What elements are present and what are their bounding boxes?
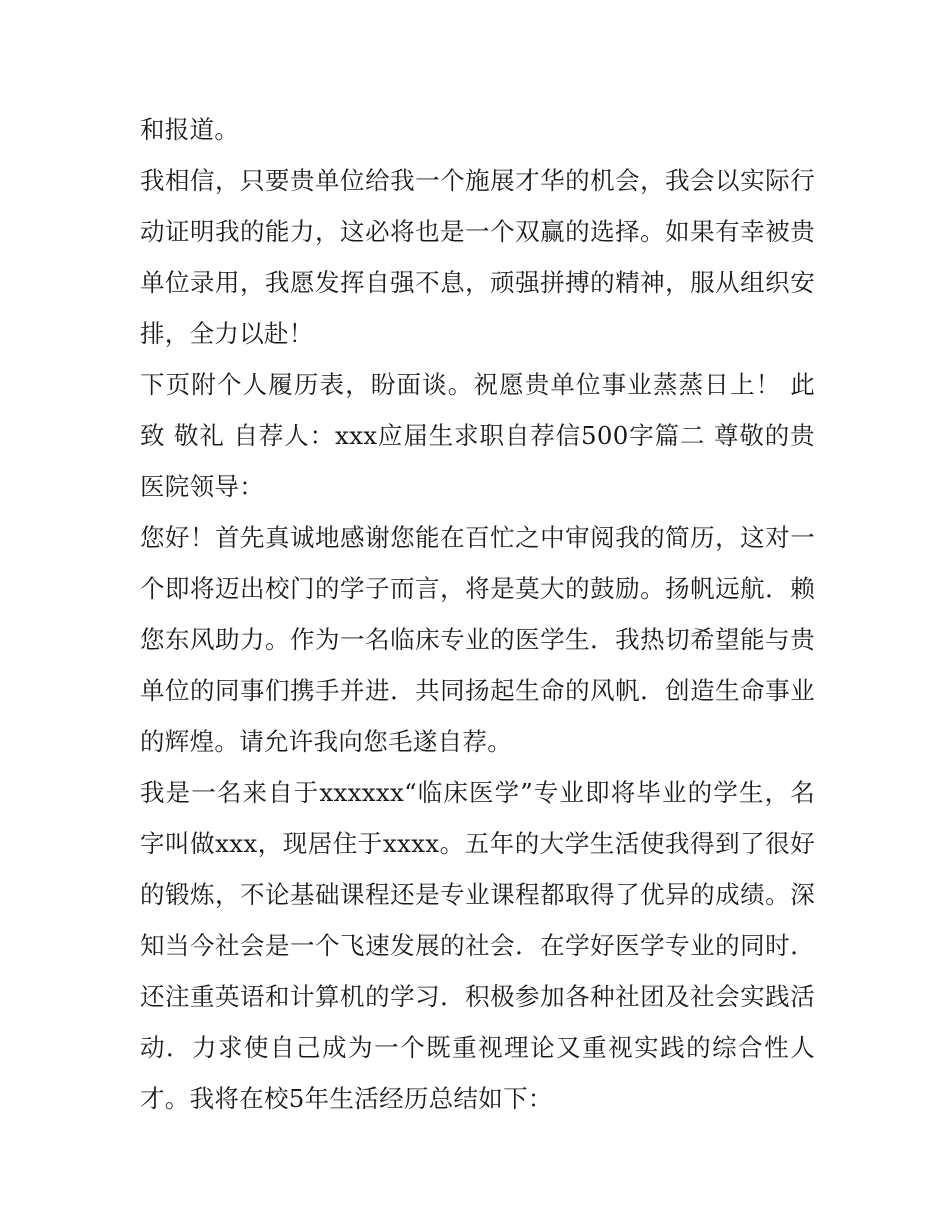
paragraph-signoff-and-salutation: 下页附个人履历表，盼面谈。祝愿贵单位事业蒸蒸日上！ 此致 敬礼 自荐人：xxx应届生求职自荐信500字篇二 尊敬的贵医院领导：	[140, 370, 815, 501]
paragraph-closing-fragment: 和报道。	[140, 115, 240, 144]
paragraph-greeting: 您好！首先真诚地感谢您能在百忙之中审阅我的简历，这对一个即将迈出校门的学子而言，将是莫大的鼓励。扬帆远航．赖您东风助力。作为一名临床专业的医学生．我热切希望能与贵单位的同事们携手并进．共同扬起生命的风帆．创造生命事业的辉煌。请允许我向您毛遂自荐。	[140, 523, 815, 756]
paragraph-commitment: 我相信，只要贵单位给我一个施展才华的机会，我会以实际行动证明我的能力，这必将也是一个双赢的选择。如果有幸被贵单位录用，我愿发挥自强不息，顽强拼搏的精神，服从组织安排，全力以赴！	[140, 166, 815, 348]
letter-body	[140, 104, 815, 1124]
paragraph-self-introduction: 我是一名来自于xxxxxx“临床医学”专业即将毕业的学生，名字叫做xxx，现居住于xxxx。五年的大学生活使我得到了很好的锻炼，不论基础课程还是专业课程都取得了优异的成绩。深知当今社会是一个飞速发展的社会．在学好医学专业的同时．还注重英语和计算机的学习．积极参加各种社团及社会实践活动．力求使自己成为一个既重视理论又重视实践的综合性人才。我将在校5年生活经历总结如下：	[140, 778, 815, 1113]
